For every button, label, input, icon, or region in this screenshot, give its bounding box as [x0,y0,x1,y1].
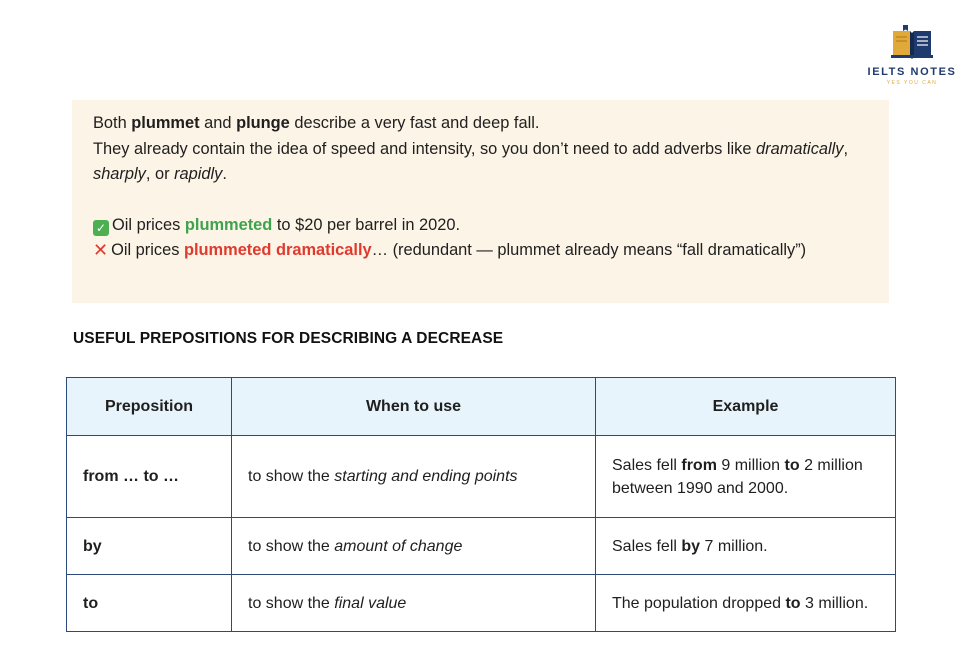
text: 3 million. [800,594,869,612]
cell-preposition: from … to … [67,436,232,518]
incorrect-highlight: plummeted dramatically [183,241,372,259]
italic-term: starting and ending points [334,468,518,485]
text: to $20 per barrel in 2020. [272,215,461,234]
bold-term: plummet [131,114,200,132]
prepositions-table [66,377,896,632]
open-book-icon [889,22,935,62]
note-line-1 [93,111,869,137]
text: Oil prices [112,215,185,234]
text: . [222,165,227,183]
section-heading: USEFUL PREPOSITIONS FOR DESCRIBING A DECREASE [73,330,504,347]
table-header-row [67,378,896,436]
cross-mark-icon: ✕ [93,240,109,260]
cell-when [232,436,596,518]
bold-term: to [784,456,800,474]
header-preposition: Preposition [67,378,232,436]
cell-preposition: by [67,518,232,575]
cell-when [232,575,596,632]
text: and [199,114,237,132]
bold-term: to [785,594,801,612]
note-line-2 [93,137,869,188]
text: , or [145,165,175,183]
logo-title: IELTS NOTES [867,66,957,78]
bold-term: from [681,456,717,474]
correct-example [93,213,869,239]
cell-example [596,575,896,632]
text: describe a very fast and deep fall. [289,114,540,132]
text: Oil prices [111,241,184,259]
text: to show the [248,468,335,485]
bold-term: plunge [236,114,290,132]
italic-term: amount of change [334,537,463,555]
logo-subtitle: YES YOU CAN [886,80,938,86]
correct-highlight: plummeted [184,215,273,234]
text: They already contain the idea of speed and intensity, so you don’t need to add adverbs like [93,139,757,158]
cell-preposition: to [67,575,232,632]
cell-example [596,518,896,575]
cell-when [232,518,596,575]
text: 9 million [716,456,785,474]
header-example: Example [596,378,896,436]
text: to show the [248,594,335,612]
italic-term: rapidly [174,165,223,183]
text: Sales fell [612,537,682,555]
incorrect-example [93,238,869,264]
table-row [67,436,896,518]
bold-term: by [681,537,701,555]
text: 2 million between 1990 and 2000. [612,456,863,497]
text: , [843,139,849,158]
table-row [67,575,896,632]
italic-term: dramatically [756,139,844,158]
text: The population dropped [612,594,786,612]
italic-term: sharply [93,165,146,183]
header-when-to-use: When to use [232,378,596,436]
text: Sales fell [612,456,682,474]
italic-term: final value [334,594,407,612]
text: 7 million. [700,537,768,555]
check-mark-icon: ✓ [93,220,109,236]
table-row [67,518,896,575]
cell-example [596,436,896,518]
logo [858,22,966,92]
text: Both [93,114,132,132]
note-box [72,100,889,303]
text: to show the [248,537,335,555]
text: … (redundant — plummet already means “fall dramatically”) [371,241,807,259]
